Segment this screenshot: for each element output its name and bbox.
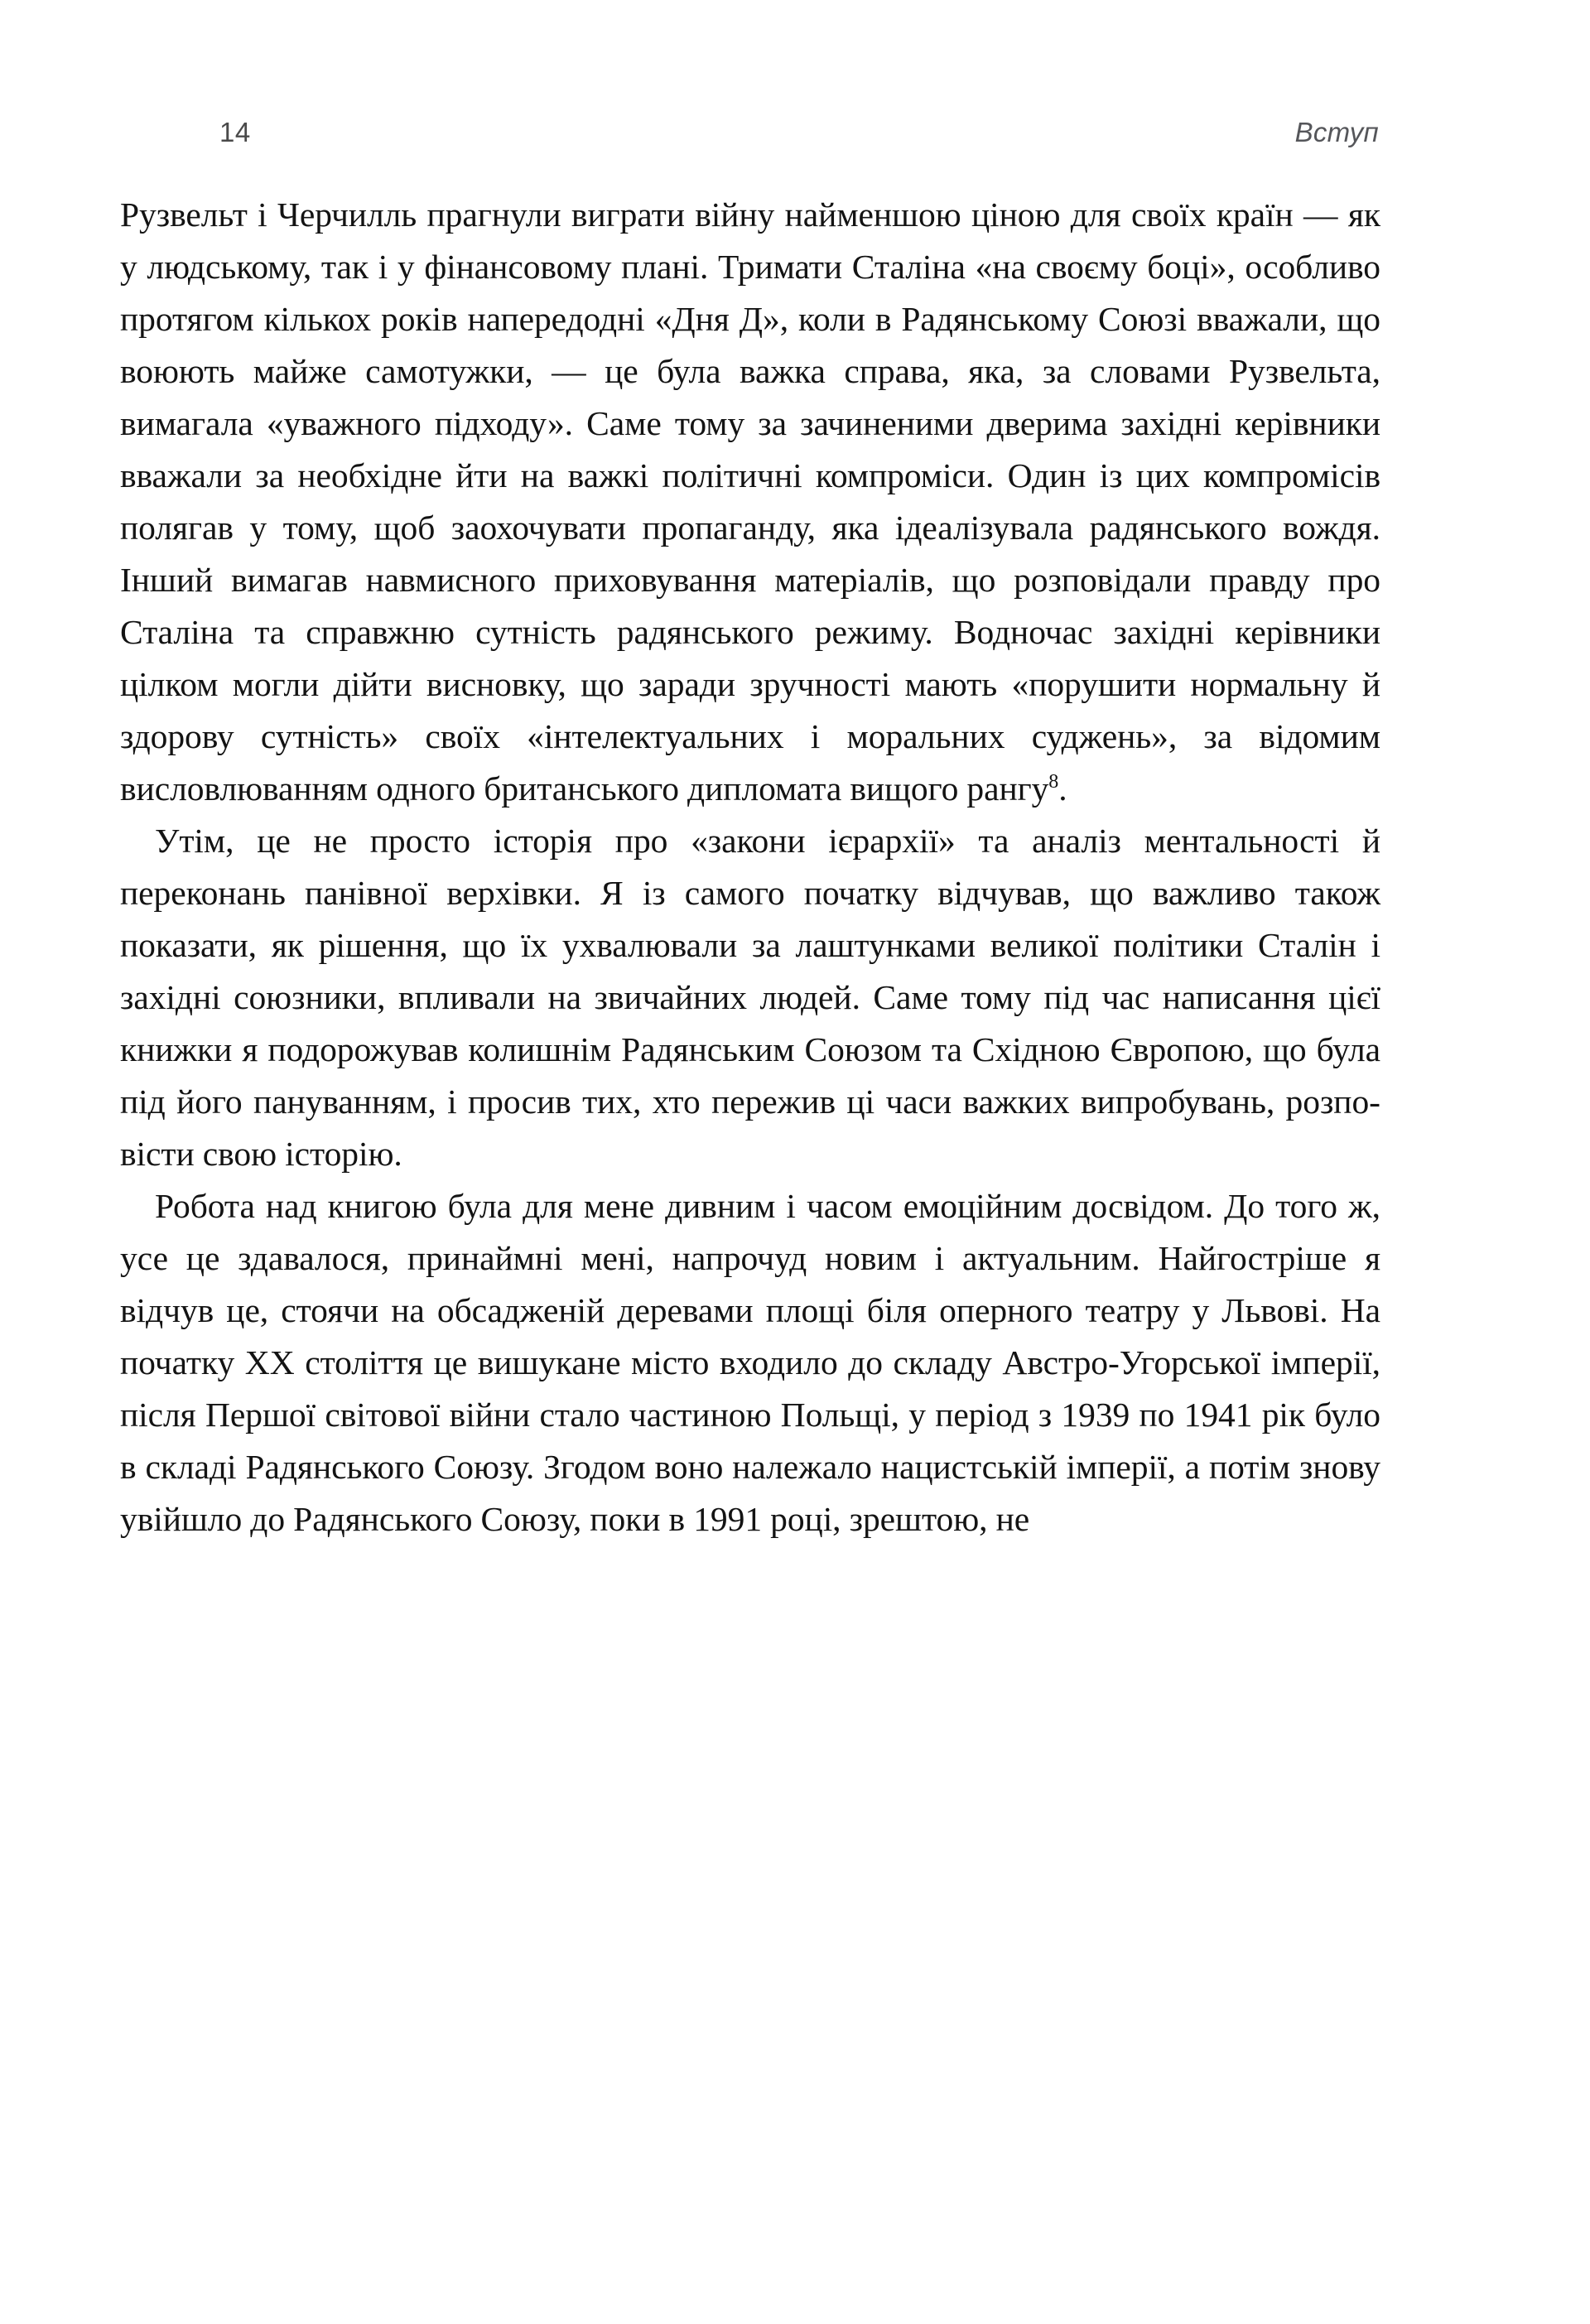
footnote-marker[interactable]: 8 <box>1048 771 1059 793</box>
running-title: Вступ <box>1294 117 1379 147</box>
paragraph-tail: . <box>1058 769 1067 808</box>
running-head <box>120 118 1379 165</box>
paragraph-text: Робота над книгою була для мене дивним і часом емоційним досвідом. До того ж, усе це здавалося, принаймні мені, напрочуд новим і актуальним. Найгостріше я відчув це, стоячи на обсадженій деревами площі біля оперного театру у Львові. На початку ХХ століття це вишукане місто входило до складу Австро-Угорської імперії, після Першої світової війни стало частиною Польщі, у період з 1939 по 1941 рік було в складі Радянського Союзу. Згодом воно належало нацистській імперії, а потім знову увійшло до Радянського Союзу, поки в 1991 році, зрештою, не <box>120 1187 1380 1538</box>
paragraph-robota <box>120 1180 1380 1545</box>
paragraph-text: Утім, це не просто історія про «закони ієрархії» та аналіз ментальності й переконань панівної верхівки. Я із самого початку відчував, що важливо також показати, як рішення, що їх ухвалювали за лаштунками великої політики Сталін і західні союзники, впливали на звичайних людей. Саме тому під час написання цієї книжки я подорожував колишнім Радянським Союзом та Східною Європою, що була під його пануванням, і просив тих, хто пережив ці часи важких випробувань, розповісти свою історію. <box>120 822 1380 1173</box>
paragraph-continued <box>120 189 1380 815</box>
paragraph-text: Рузвельт і Черчилль прагнули виграти війну найменшою ціною для своїх країн — як у людському, так і у фінансовому плані. Тримати Сталіна «на своєму боці», особливо протягом кількох років напередодні «Дня Д», коли в Радянському Союзі вважали, що воюють майже самотужки, — це була важка справа, яка, за словами Рузвельта, вимагала «уважного підходу». Саме тому за зачиненими дверима західні керівники вважали за необхідне йти на важкі політичні компроміси. Один із цих компромісів полягав у тому, щоб заохочувати пропаганду, яка ідеалізувала радянського вождя. Інший вимагав навмисного приховування матеріалів, що розповідали правду про Сталіна та справжню сутність радянського режиму. Водночас західні керівники цілком могли дійти висновку, що заради зручності мають «порушити нормальну й здорову сутність» своїх «інтелектуальних і моральних суджень», за відомим висловлюванням одного британського дипломата вищого рангу <box>120 195 1380 808</box>
body-text-block <box>120 189 1380 1545</box>
paragraph-utim <box>120 815 1380 1180</box>
page-number: 14 <box>219 117 251 147</box>
